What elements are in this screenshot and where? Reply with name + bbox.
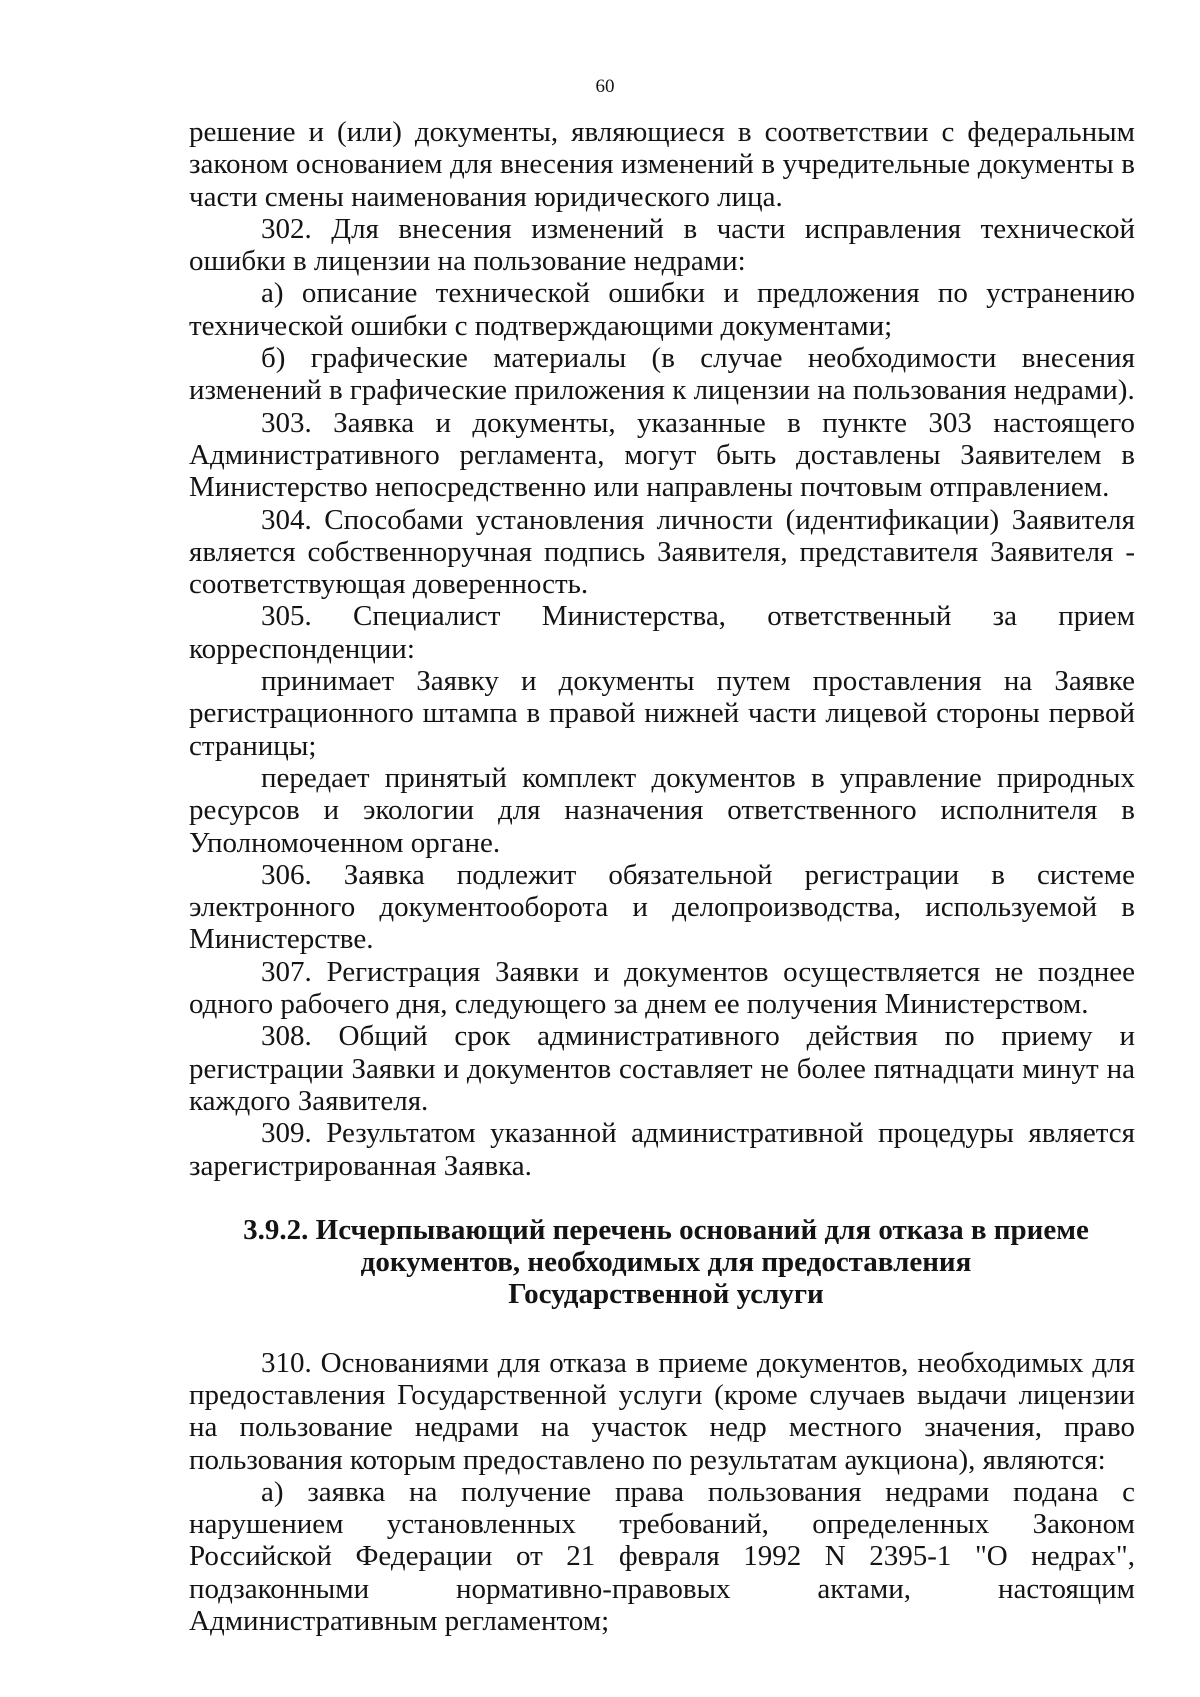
paragraph-310: 310. Основаниями для отказа в приеме документов, необходимых для предоставления Государственной услуги (кроме случаев выдачи лицензии на пользование недрами на участок недр местного значения, право пользования которым предоставлено по результатам аукциона), являются: (189, 1346, 1135, 1476)
paragraph-302-b: б) графические материалы (в случае необходимости внесения изменений в графические приложения к лицензии на пользования недрами). (189, 342, 1135, 407)
page-number: 60 (595, 76, 615, 97)
paragraph-307: 307. Регистрация Заявки и документов осуществляется не позднее одного рабочего дня, следующего за днем ее получения Министерством. (189, 955, 1135, 1021)
paragraph-305-transfers: передает принятый комплект документов в управление природных ресурсов и экологии для назначения ответственного исполнителя в Уполномоченном органе. (189, 761, 1135, 859)
document-body (189, 116, 1135, 1637)
paragraph-306: 306. Заявка подлежит обязательной регистрации в системе электронного документооборота и делопроизводства, используемой в Министерстве. (189, 858, 1135, 956)
section-heading (189, 1214, 1135, 1311)
paragraph-304: 304. Способами установления личности (идентификации) Заявителя является собственноручная подпись Заявителя, представителя Заявителя - соответствующая доверенность. (189, 503, 1135, 601)
paragraph-302-a: а) описание технической ошибки и предложения по устранению технической ошибки с подтверждающими документами; (189, 277, 1135, 342)
paragraph-305: 305. Специалист Министерства, ответственный за прием корреспонденции: (189, 600, 1135, 665)
paragraph-302: 302. Для внесения изменений в части исправления технической ошибки в лицензии на пользование недрами: (189, 212, 1135, 278)
section-heading-line-3: Государственной услуги (508, 1278, 824, 1311)
section-heading-line-1: 3.9.2. Исчерпывающий перечень оснований для отказа в приеме (243, 1213, 1089, 1246)
paragraph-309: 309. Результатом указанной административной процедуры является зарегистрированная Заявка. (189, 1117, 1135, 1182)
paragraph-310-a: а) заявка на получение права пользования недрами подана с нарушением установленных требований, определенных Законом Российской Федерации от 21 февраля 1992 N 2395-1 "О недрах", подзаконными нормативно-правовых актами, настоящим Административным регламентом; (189, 1475, 1135, 1638)
paragraph-308: 308. Общий срок административного действия по приему и регистрации Заявки и документов составляет не более пятнадцати минут на каждого Заявителя. (189, 1020, 1135, 1117)
paragraph-continuation: решение и (или) документы, являющиеся в соответствии с федеральным законом основанием для внесения изменений в учредительные документы в части смены наименования юридического лица. (189, 116, 1135, 213)
paragraph-303: 303. Заявка и документы, указанные в пункте 303 настоящего Административного регламента, могут быть доставлены Заявителем в Министерство непосредственно или направлены почтовым отправлением. (189, 406, 1135, 504)
paragraph-305-accepts: принимает Заявку и документы путем проставления на Заявке регистрационного штампа в правой нижней части лицевой стороны первой страницы; (189, 665, 1135, 762)
section-heading-line-2: документов, необходимых для предоставления (360, 1246, 972, 1279)
